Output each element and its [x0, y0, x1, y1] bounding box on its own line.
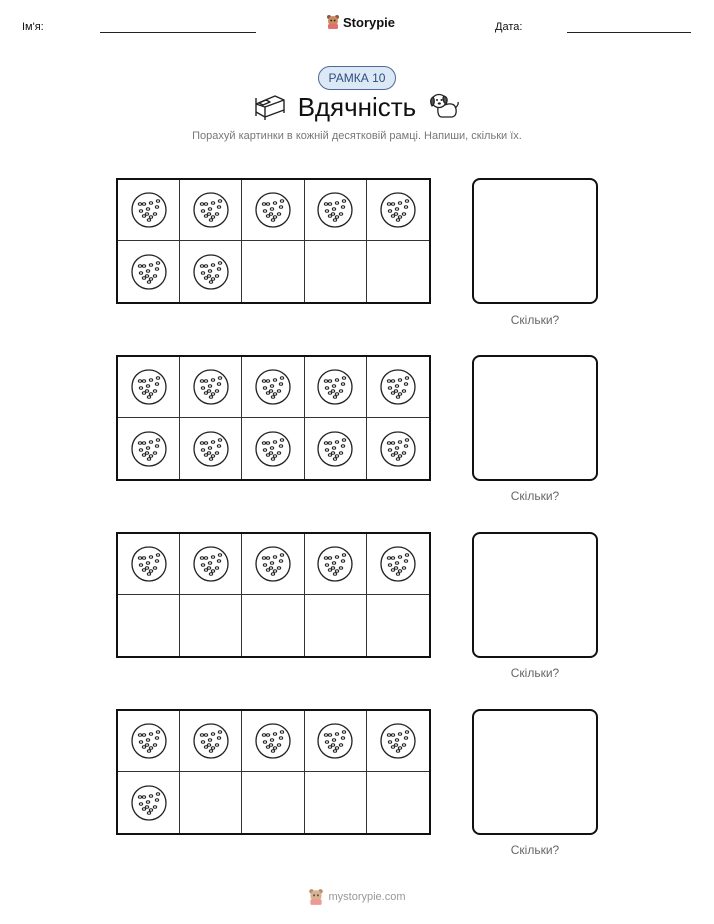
- frame-cell: [367, 241, 429, 302]
- frame-cell: [118, 180, 180, 241]
- ten-frame-3: [116, 532, 431, 658]
- frame-cell: [242, 241, 304, 302]
- frame-cell: [118, 418, 180, 479]
- cookie-icon: [379, 722, 417, 760]
- footer: [0, 888, 714, 906]
- answer-box-1[interactable]: [472, 178, 598, 304]
- cookie-icon: [130, 253, 168, 291]
- cookie-icon: [254, 191, 292, 229]
- frame-cell: [180, 772, 242, 833]
- frame-cell: [242, 534, 304, 595]
- answer-box-2[interactable]: [472, 355, 598, 481]
- footer-url: mystorypie.com: [328, 891, 406, 903]
- cookie-icon: [379, 545, 417, 583]
- ten-frame-4: [116, 709, 431, 835]
- frame-cell: [242, 772, 304, 833]
- frame-cell: [305, 418, 367, 479]
- frame-cell: [180, 595, 242, 656]
- frame-cell: [118, 772, 180, 833]
- frame-cell: [367, 534, 429, 595]
- frame-cell: [242, 418, 304, 479]
- frame-cell: [180, 357, 242, 418]
- frame-cell: [305, 241, 367, 302]
- cookie-icon: [254, 545, 292, 583]
- frame-cell: [305, 180, 367, 241]
- date-line[interactable]: [567, 32, 691, 33]
- cookie-icon: [316, 191, 354, 229]
- cookie-icon: [130, 784, 168, 822]
- frame-cell: [305, 357, 367, 418]
- cookie-icon: [192, 368, 230, 406]
- name-line[interactable]: [100, 32, 256, 33]
- frame-cell: [305, 711, 367, 772]
- frame-cell: [367, 357, 429, 418]
- how-many-label-1: Скільки?: [510, 313, 560, 327]
- cookie-icon: [192, 430, 230, 468]
- frame-cell: [118, 534, 180, 595]
- frame-cell: [367, 595, 429, 656]
- name-label: Ім'я:: [22, 21, 44, 33]
- cookie-icon: [130, 430, 168, 468]
- answer-box-4[interactable]: [472, 709, 598, 835]
- ten-frame-1: [116, 178, 431, 304]
- cookie-icon: [254, 430, 292, 468]
- frame-cell: [118, 241, 180, 302]
- storypie-mascot-icon: [308, 888, 324, 906]
- frame-cell: [242, 595, 304, 656]
- storypie-mascot-icon: [326, 14, 340, 30]
- brand-logo: [326, 14, 395, 30]
- cookie-icon: [192, 253, 230, 291]
- cookie-icon: [130, 722, 168, 760]
- frame-cell: [305, 595, 367, 656]
- date-label: Дата:: [495, 21, 523, 33]
- frame-cell: [180, 418, 242, 479]
- frame-cell: [242, 180, 304, 241]
- how-many-label-3: Скільки?: [510, 666, 560, 680]
- frame-cell: [118, 595, 180, 656]
- cookie-icon: [192, 545, 230, 583]
- cookie-icon: [316, 368, 354, 406]
- cookie-icon: [379, 191, 417, 229]
- cookie-icon: [192, 191, 230, 229]
- frame-cell: [242, 357, 304, 418]
- cookie-icon: [130, 368, 168, 406]
- instructions: Порахуй картинки в кожній десятковій рамці. Напиши, скільки їх.: [192, 130, 522, 142]
- page-title: Вдячність: [297, 92, 417, 122]
- cookie-icon: [254, 368, 292, 406]
- cookie-icon: [379, 430, 417, 468]
- frame-cell: [242, 711, 304, 772]
- cookie-icon: [316, 545, 354, 583]
- frame-cell: [305, 534, 367, 595]
- brand-name: Storypie: [343, 14, 396, 30]
- ten-frame-2: [116, 355, 431, 481]
- frame-cell: [305, 772, 367, 833]
- puppy-icon: [428, 91, 460, 119]
- cookie-icon: [192, 722, 230, 760]
- frame-cell: [367, 772, 429, 833]
- frame-badge: РАМКА 10: [318, 66, 396, 90]
- frame-cell: [367, 711, 429, 772]
- how-many-label-4: Скільки?: [510, 843, 560, 857]
- frame-cell: [180, 180, 242, 241]
- frame-cell: [118, 711, 180, 772]
- how-many-label-2: Скільки?: [510, 489, 560, 503]
- cookie-icon: [316, 722, 354, 760]
- answer-box-3[interactable]: [472, 532, 598, 658]
- cookie-icon: [130, 545, 168, 583]
- frame-cell: [180, 241, 242, 302]
- frame-cell: [367, 180, 429, 241]
- cookie-icon: [130, 191, 168, 229]
- frame-cell: [180, 534, 242, 595]
- frame-cell: [118, 357, 180, 418]
- frame-cell: [180, 711, 242, 772]
- frame-cell: [367, 418, 429, 479]
- cookie-icon: [254, 722, 292, 760]
- cookie-icon: [316, 430, 354, 468]
- cookie-icon: [379, 368, 417, 406]
